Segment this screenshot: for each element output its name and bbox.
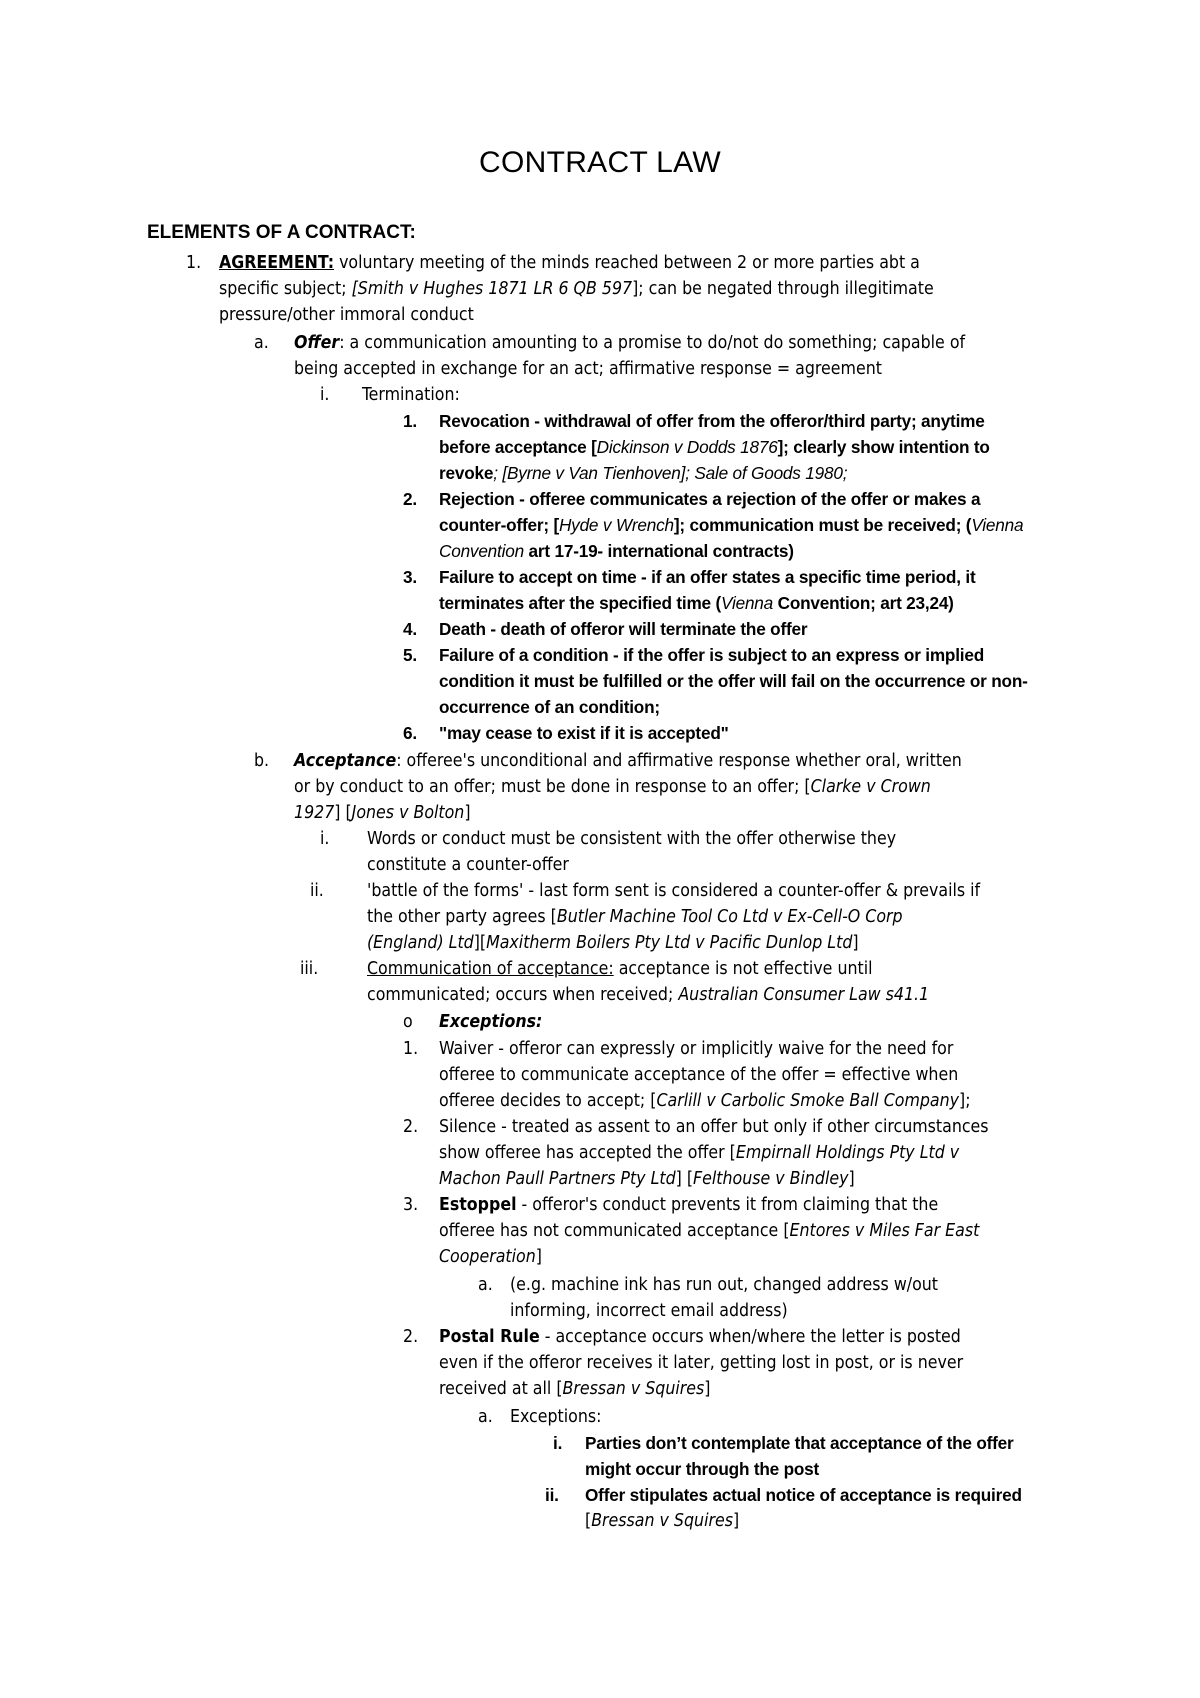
- line-text: [219, 276, 934, 303]
- text-run: condition it must be fulfilled or the offer will fail on the occurrence or non-: [439, 671, 1028, 691]
- list-marker: ii.: [545, 1485, 559, 1505]
- text-run: even if the offeror receives it later, getting lost in post, or is never: [439, 1353, 964, 1373]
- line-text: [439, 564, 975, 591]
- text-run: ] [: [334, 803, 352, 823]
- text-run: Maxitherm Boilers Pty Ltd v Pacific Dunlop Ltd: [486, 933, 853, 953]
- line-text: [585, 1482, 1022, 1509]
- text-run: Clarke v Crown: [810, 777, 931, 797]
- line-text: [294, 330, 965, 357]
- text-run: [Smith v Hughes 1871 LR 6 QB 597: [351, 279, 633, 299]
- line-text: [439, 642, 984, 669]
- section-heading: ELEMENTS OF A CONTRACT:: [147, 222, 416, 243]
- line-text: [439, 460, 847, 487]
- text-run: terminates after the specified time (: [439, 593, 722, 613]
- text-run: ]: [464, 803, 471, 823]
- text-run: art 17-19- international contracts): [523, 541, 794, 561]
- text-run: Communication of acceptance:: [367, 959, 614, 979]
- text-run: revoke: [439, 463, 494, 483]
- line-text: [367, 852, 569, 879]
- text-run: before acceptance [: [439, 437, 597, 457]
- text-run: Termination:: [362, 385, 460, 405]
- list-marker: 2.: [403, 1327, 419, 1347]
- line-text: [367, 826, 896, 853]
- text-run: Felthouse v Bindley: [693, 1169, 849, 1189]
- text-run: ]; clearly show intention to: [777, 437, 990, 457]
- line-text: [439, 512, 1023, 539]
- text-run: Rejection - offeree communicates a rejection of the offer or makes a: [439, 489, 981, 509]
- text-run: offeree has not communicated acceptance [: [439, 1221, 790, 1241]
- list-marker: 1.: [186, 253, 202, 273]
- text-run: occurrence of an condition;: [439, 697, 660, 717]
- text-run: 'battle of the forms' - last form sent is considered a counter-offer & prevails if: [367, 881, 981, 901]
- line-text: [439, 1166, 855, 1193]
- text-run: Acceptance: [294, 751, 397, 771]
- list-marker: ii.: [310, 881, 324, 901]
- text-run: ]: [535, 1247, 542, 1267]
- text-run: acceptance is not effective until: [613, 959, 873, 979]
- text-run: the other party agrees [: [367, 907, 557, 927]
- text-run: ; [Byrne v Van Tienhoven]; Sale of Goods 1980;: [493, 463, 848, 483]
- line-text: [367, 956, 873, 983]
- document-title: CONTRACT LAW: [479, 146, 721, 179]
- line-text: [585, 1456, 819, 1483]
- text-run: Carlill v Carbolic Smoke Ball Company: [656, 1091, 960, 1111]
- line-text: [294, 800, 471, 827]
- line-text: [439, 1088, 971, 1115]
- line-text: [439, 1376, 710, 1403]
- line-text: [439, 1062, 958, 1089]
- text-run: Failure to accept on time - if an offer states a specific time period, it: [439, 567, 976, 587]
- text-run: ]: [848, 1169, 855, 1189]
- text-run: offeree to communicate acceptance of the offer = effective when: [439, 1065, 959, 1085]
- list-marker: 4.: [403, 619, 417, 639]
- text-run: Entores v Miles Far East: [789, 1221, 980, 1241]
- text-run: or by conduct to an offer; must be done in response to an offer; [: [294, 777, 811, 797]
- line-text: [294, 748, 962, 775]
- line-text: [510, 1404, 601, 1431]
- text-run: Exceptions:: [439, 1012, 543, 1032]
- text-run: ] [: [675, 1169, 694, 1189]
- line-text: [439, 1350, 963, 1377]
- text-run: might occur through the post: [585, 1459, 820, 1479]
- line-text: [439, 668, 1028, 695]
- text-run: Failure of a condition - if the offer is subject to an express or implied: [439, 645, 985, 665]
- line-text: [362, 382, 460, 409]
- text-run: ];: [959, 1091, 971, 1111]
- text-run: Convention; art 23,24): [773, 593, 954, 613]
- list-marker: 3.: [403, 567, 417, 587]
- text-run: constitute a counter-offer: [367, 855, 569, 875]
- line-text: [585, 1508, 739, 1535]
- list-marker: iii.: [300, 959, 319, 979]
- list-marker: 5.: [403, 645, 417, 665]
- text-run: Jones v Bolton: [351, 803, 465, 823]
- text-run: Convention: [439, 541, 524, 561]
- line-text: [585, 1430, 1014, 1457]
- line-text: [367, 930, 859, 957]
- list-marker: a.: [254, 333, 269, 353]
- list-marker: 1.: [403, 411, 417, 431]
- text-run: offeree decides to accept; [: [439, 1091, 657, 1111]
- list-marker: i.: [320, 385, 330, 405]
- text-run: - offeror's conduct prevents it from claiming that the: [516, 1195, 939, 1215]
- text-run: Hyde v Wrench: [558, 515, 674, 535]
- text-run: Silence - treated as assent to an offer but only if other circumstances: [439, 1117, 989, 1137]
- text-run: Butler Machine Tool Co Ltd v Ex-Cell-O Corp: [556, 907, 903, 927]
- text-run: Offer: [294, 333, 340, 353]
- line-text: [439, 1140, 959, 1167]
- list-marker: i.: [320, 829, 330, 849]
- text-run: Words or conduct must be consistent with the offer otherwise they: [367, 829, 897, 849]
- line-text: [439, 1114, 989, 1141]
- text-run: ]; communication must be received; (: [673, 515, 972, 535]
- line-text: [439, 1009, 542, 1036]
- text-run: counter-offer; [: [439, 515, 559, 535]
- text-run: : offeree's unconditional and affirmative response whether oral, written: [396, 751, 962, 771]
- text-run: Exceptions:: [510, 1407, 602, 1427]
- text-run: Death - death of offeror will terminate the offer: [439, 619, 808, 639]
- line-text: [439, 486, 980, 513]
- text-run: : a communication amounting to a promise to do/not do something; capable of: [339, 333, 966, 353]
- list-marker: 1.: [403, 1039, 419, 1059]
- text-run: Vienna: [971, 515, 1024, 535]
- line-text: [294, 774, 931, 801]
- text-run: AGREEMENT:: [219, 253, 335, 273]
- text-run: Bressan v Squires: [562, 1379, 705, 1399]
- line-text: [439, 434, 990, 461]
- line-text: [439, 694, 660, 721]
- text-run: ]: [704, 1379, 711, 1399]
- text-run: Australian Consumer Law s41.1: [678, 985, 930, 1005]
- list-marker: o: [403, 1012, 413, 1032]
- text-run: Estoppel: [439, 1195, 517, 1215]
- list-marker: 2.: [403, 1117, 419, 1137]
- list-marker: b.: [254, 751, 270, 771]
- text-run: pressure/other immoral conduct: [219, 305, 474, 325]
- text-run: Machon Paull Partners Pty Ltd: [439, 1169, 676, 1189]
- text-run: being accepted in exchange for an act; affirmative response = agreement: [294, 359, 882, 379]
- text-run: Empirnall Holdings Pty Ltd v: [735, 1143, 960, 1163]
- text-run: Offer stipulates actual notice of acceptance is required: [585, 1485, 1022, 1505]
- line-text: [219, 302, 474, 329]
- text-run: ]: [732, 1511, 740, 1531]
- line-text: [439, 616, 807, 643]
- text-run: "may cease to exist if it is accepted": [439, 723, 729, 743]
- text-run: ]; can be negated through illegitimate: [632, 279, 934, 299]
- line-text: [439, 538, 794, 565]
- list-marker: i.: [553, 1433, 563, 1453]
- text-run: Bressan v Squires: [591, 1511, 733, 1531]
- text-run: - acceptance occurs when/where the letter is posted: [539, 1327, 961, 1347]
- list-marker: a.: [478, 1407, 493, 1427]
- line-text: [439, 720, 729, 747]
- line-text: [367, 982, 929, 1009]
- text-run: Dickinson v Dodds 1876: [596, 437, 778, 457]
- text-run: Vienna: [721, 593, 774, 613]
- text-run: Revocation - withdrawal of offer from the offeror/third party; anytime: [439, 411, 985, 431]
- line-text: [439, 408, 985, 435]
- line-text: [439, 1218, 979, 1245]
- line-text: [510, 1298, 788, 1325]
- text-run: 1927: [294, 803, 335, 823]
- text-run: (e.g. machine ink has run out, changed address w/out: [510, 1275, 939, 1295]
- list-marker: a.: [478, 1275, 493, 1295]
- line-text: [439, 1324, 961, 1351]
- text-run: Postal Rule: [439, 1327, 540, 1347]
- text-run: informing, incorrect email address): [510, 1301, 788, 1321]
- line-text: [439, 1192, 938, 1219]
- text-run: ][: [473, 933, 487, 953]
- text-run: specific subject;: [219, 279, 352, 299]
- line-text: [367, 904, 903, 931]
- text-run: Parties don’t contemplate that acceptance of the offer: [585, 1433, 1014, 1453]
- line-text: [294, 356, 882, 383]
- line-text: [439, 1036, 953, 1063]
- line-text: [439, 590, 954, 617]
- text-run: voluntary meeting of the minds reached between 2 or more parties abt a: [334, 253, 920, 273]
- text-run: communicated; occurs when received;: [367, 985, 679, 1005]
- line-text: [219, 250, 920, 277]
- text-run: Waiver - offeror can expressly or implicitly waive for the need for: [439, 1039, 954, 1059]
- line-text: [510, 1272, 938, 1299]
- text-run: [: [585, 1511, 592, 1531]
- text-run: (England) Ltd: [367, 933, 474, 953]
- text-run: Cooperation: [439, 1247, 536, 1267]
- list-marker: 3.: [403, 1195, 419, 1215]
- text-run: ]: [852, 933, 859, 953]
- line-text: [439, 1244, 542, 1271]
- text-run: received at all [: [439, 1379, 563, 1399]
- text-run: show offeree has accepted the offer [: [439, 1143, 736, 1163]
- line-text: [367, 878, 980, 905]
- list-marker: 2.: [403, 489, 417, 509]
- list-marker: 6.: [403, 723, 417, 743]
